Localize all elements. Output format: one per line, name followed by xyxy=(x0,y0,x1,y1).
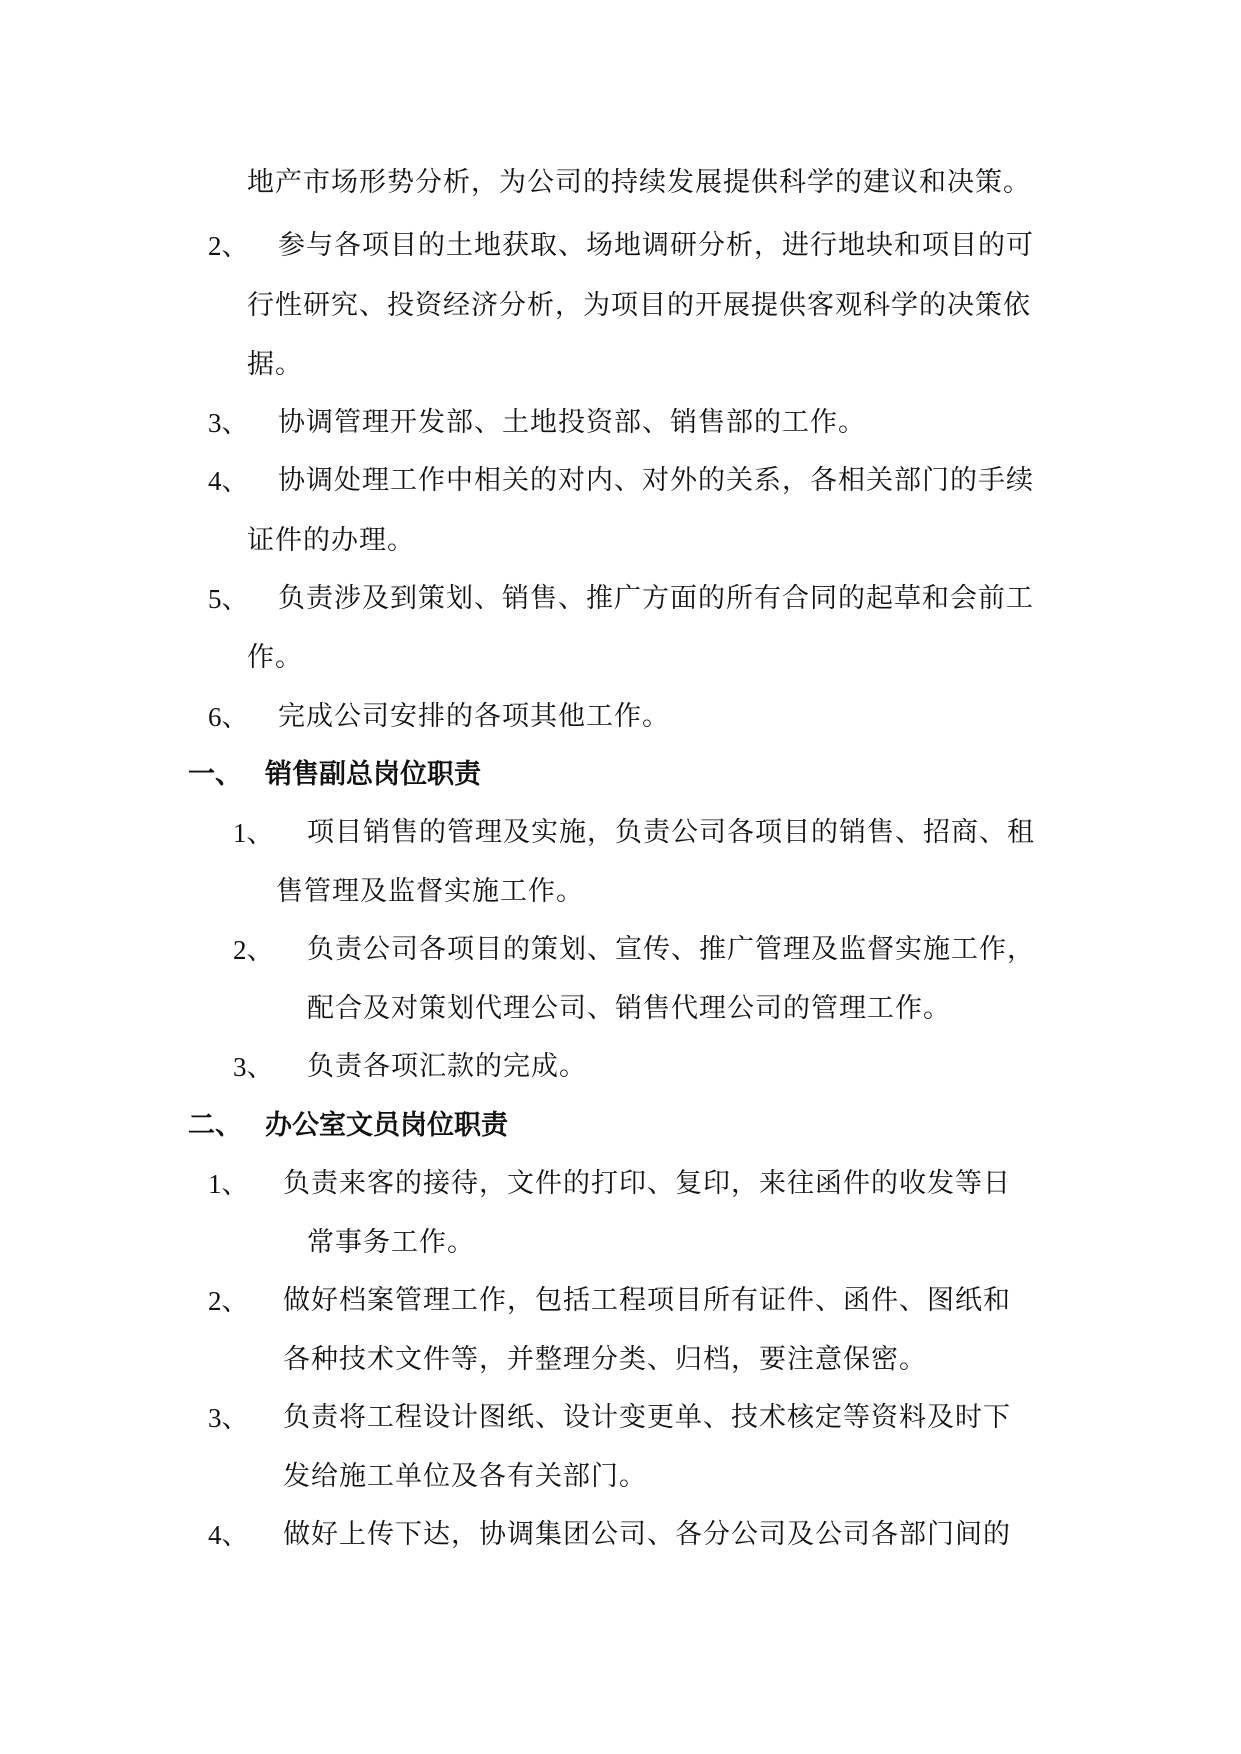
list-item-number: 6、 xyxy=(208,702,249,732)
list-item-text: 负责各项汇款的完成。 xyxy=(307,1051,587,1082)
list-item-text: 负责涉及到策划、销售、推广方面的所有合同的起草和会前工 xyxy=(278,583,1034,614)
list-item-text: 常事务工作。 xyxy=(307,1227,475,1258)
list-item-text: 完成公司安排的各项其他工作。 xyxy=(278,701,670,732)
list-item-number: 4、 xyxy=(208,1520,249,1550)
intro-continuation: 地产市场形势分析，为公司的持续发展提供科学的建议和决策。 xyxy=(247,167,1031,198)
list-item-text: 参与各项目的土地获取、场地调研分析，进行地块和项目的可 xyxy=(278,230,1034,261)
list-item-number: 3、 xyxy=(208,1403,249,1433)
section-number: 二、 xyxy=(188,1110,242,1141)
list-item-text: 协调管理开发部、土地投资部、销售部的工作。 xyxy=(278,407,866,438)
list-item-text: 负责公司各项目的策划、宣传、推广管理及监督实施工作， xyxy=(307,934,1035,965)
list-item-number: 1、 xyxy=(208,1169,249,1199)
list-item-text: 项目销售的管理及实施，负责公司各项目的销售、招商、租 xyxy=(307,817,1035,848)
list-item-text: 各种技术文件等，并整理分类、归档，要注意保密。 xyxy=(283,1344,927,1375)
list-item-number: 1、 xyxy=(233,818,274,848)
list-item-text: 售管理及监督实施工作。 xyxy=(276,876,584,907)
section-title: 办公室文员岗位职责 xyxy=(265,1110,508,1141)
list-item-text: 证件的办理。 xyxy=(247,525,415,556)
list-item-number: 3、 xyxy=(208,408,249,438)
list-item-number: 5、 xyxy=(208,584,249,614)
list-item-number: 2、 xyxy=(233,935,274,965)
list-item-text: 据。 xyxy=(247,349,303,380)
list-item-number: 2、 xyxy=(208,1286,249,1316)
list-item-text: 做好上传下达，协调集团公司、各分公司及公司各部门间的 xyxy=(283,1519,1011,1550)
list-item-number: 2、 xyxy=(208,231,249,261)
list-item-number: 4、 xyxy=(208,466,249,496)
list-item-text: 负责将工程设计图纸、设计变更单、技术核定等资料及时下 xyxy=(283,1402,1011,1433)
list-item-text: 协调处理工作中相关的对内、对外的关系，各相关部门的手续 xyxy=(278,465,1034,496)
section-number: 一、 xyxy=(188,759,242,790)
section-title: 销售副总岗位职责 xyxy=(265,759,481,790)
list-item-text: 做好档案管理工作，包括工程项目所有证件、函件、图纸和 xyxy=(283,1285,1011,1316)
list-item-text: 行性研究、投资经济分析，为项目的开展提供客观科学的决策依 xyxy=(247,290,1031,321)
list-item-text: 负责来客的接待，文件的打印、复印，来往函件的收发等日 xyxy=(283,1168,1011,1199)
list-item-text: 发给施工单位及各有关部门。 xyxy=(283,1461,647,1492)
list-item-text: 作。 xyxy=(247,642,303,673)
list-item-text: 配合及对策划代理公司、销售代理公司的管理工作。 xyxy=(307,993,951,1024)
list-item-number: 3、 xyxy=(233,1052,274,1082)
